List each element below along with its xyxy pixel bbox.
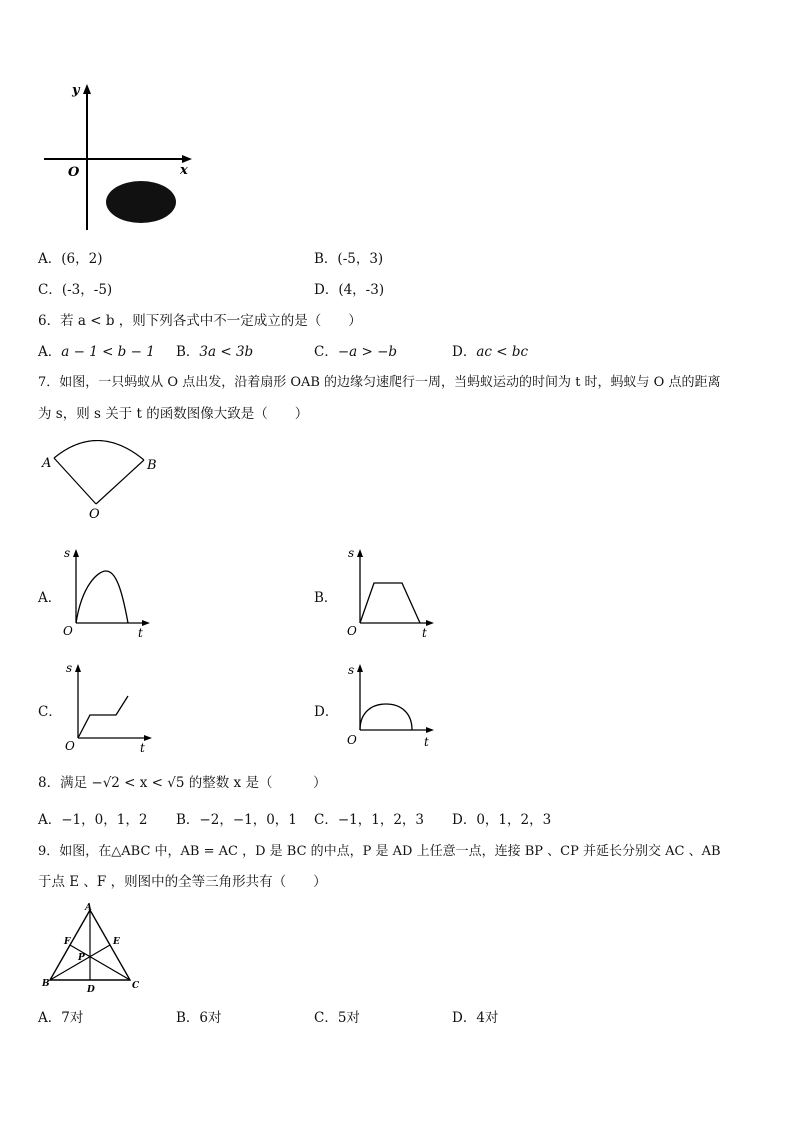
origin-label: O <box>347 733 357 747</box>
origin-label: O <box>63 624 73 638</box>
option-letter: D． <box>452 1010 477 1026</box>
q5-y-label: y <box>72 83 80 98</box>
q7-label-o: O <box>89 507 100 522</box>
q7-option-a-letter[interactable]: A． <box>38 590 62 606</box>
option-text: 0，1，2，3 <box>476 812 552 828</box>
option-text: 3a < 3b <box>199 344 254 360</box>
option-letter: D． <box>314 282 339 298</box>
axis-s-label: s <box>66 661 73 675</box>
option-text: −1，0，1，2 <box>61 812 148 828</box>
axis-s-label: s <box>348 663 355 677</box>
option-text: 7对 <box>61 1010 84 1026</box>
q6-option-c[interactable] <box>314 343 397 361</box>
option-text: ac < bc <box>476 344 529 360</box>
axis-t-label: t <box>138 626 143 640</box>
q7-option-b-graph <box>344 545 439 640</box>
q5-option-b[interactable] <box>314 250 383 268</box>
q6-option-d[interactable] <box>452 343 528 361</box>
option-letter: B． <box>176 1010 200 1026</box>
q5-coordinate-figure <box>40 82 200 232</box>
q8-option-b[interactable] <box>176 811 297 829</box>
option-letter: D． <box>452 344 477 360</box>
option-text: (4，-3) <box>338 282 385 298</box>
option-text: (-3，-5) <box>61 282 113 298</box>
q5-x-label: x <box>180 163 188 178</box>
q5-origin-label: O <box>68 165 80 180</box>
axis-s-label: s <box>348 546 355 560</box>
q9-label-p: P <box>78 953 85 963</box>
option-letter: C． <box>314 812 338 828</box>
option-letter: B． <box>314 251 338 267</box>
q9-label-e: E <box>113 937 120 947</box>
option-letter: A． <box>38 344 62 360</box>
option-letter: A． <box>38 812 62 828</box>
q9-option-b[interactable] <box>176 1009 222 1027</box>
option-text: −1，1，2，3 <box>337 812 425 828</box>
q6-stem: 6．若 a < b ，则下列各式中不一定成立的是（ ） <box>38 313 362 329</box>
option-letter: A． <box>38 1010 62 1026</box>
q7-option-c-letter[interactable]: C． <box>38 704 62 720</box>
axis-t-label: t <box>422 626 427 640</box>
q9-triangle-figure <box>40 902 150 998</box>
axis-t-label: t <box>424 735 429 749</box>
q5-option-d[interactable] <box>314 281 384 299</box>
q7-option-c-graph <box>62 660 157 755</box>
q5-option-c[interactable] <box>38 281 112 299</box>
option-text: (6，2) <box>61 251 103 267</box>
option-letter: B． <box>176 812 200 828</box>
q7-stem-line1: 7．如图，一只蚂蚁从 O 点出发，沿着扇形 OAB 的边缘匀速爬行一周，当蚂蚁运动的时间为 t 时，蚂蚁与 O 点的距离 <box>38 375 721 390</box>
q6-option-b[interactable] <box>176 343 253 361</box>
option-text: −a > −b <box>337 344 398 360</box>
q8-option-c[interactable] <box>314 811 424 829</box>
option-text: (-5，3) <box>337 251 384 267</box>
axis-t-label: t <box>140 741 145 755</box>
q9-stem-line2: 于点 E 、F ，则图中的全等三角形共有（ ） <box>38 874 327 890</box>
q8-option-d[interactable] <box>452 811 551 829</box>
q9-label-f: F <box>64 937 71 947</box>
option-letter: B． <box>176 344 200 360</box>
q7-sector-figure <box>38 440 168 522</box>
option-letter: C． <box>314 344 338 360</box>
q7-label-a: A <box>42 456 52 471</box>
q9-stem-line1: 9．如图，在△ABC 中，AB = AC ，D 是 BC 的中点，P 是 AD 上任意一点，连接 BP 、CP 并延长分别交 AC 、AB <box>38 844 721 859</box>
origin-label: O <box>347 624 357 638</box>
q5-option-a[interactable] <box>38 250 102 268</box>
option-letter: D． <box>452 812 477 828</box>
axis-s-label: s <box>64 546 71 560</box>
q9-option-a[interactable] <box>38 1009 83 1027</box>
q7-option-d-graph <box>344 660 439 755</box>
q8-stem: 8．满足 −√2 < x < √5 的整数 x 是（ ） <box>38 775 327 791</box>
q9-label-b: B <box>42 979 50 989</box>
option-text: a − 1 < b − 1 <box>61 344 155 360</box>
option-text: 5对 <box>337 1010 360 1026</box>
q9-label-c: C <box>132 981 140 991</box>
option-text: 6对 <box>199 1010 222 1026</box>
option-text: 4对 <box>476 1010 499 1026</box>
origin-label: O <box>65 739 75 753</box>
q9-option-d[interactable] <box>452 1009 498 1027</box>
q9-option-c[interactable] <box>314 1009 360 1027</box>
q7-option-d-letter[interactable]: D． <box>314 704 339 720</box>
q8-option-a[interactable] <box>38 811 147 829</box>
option-text: −2，−1，0，1 <box>199 812 297 828</box>
q7-option-b-letter[interactable]: B． <box>314 590 338 606</box>
q6-option-a[interactable] <box>38 343 155 361</box>
option-letter: C． <box>38 282 62 298</box>
option-letter: A． <box>38 251 62 267</box>
q9-label-d: D <box>87 985 95 995</box>
q9-label-a: A <box>85 903 92 913</box>
q7-label-b: B <box>147 458 157 473</box>
q7-option-a-graph <box>60 545 155 640</box>
option-letter: C． <box>314 1010 338 1026</box>
q7-stem-line2: 为 s，则 s 关于 t 的函数图像大致是（ ） <box>38 406 309 422</box>
